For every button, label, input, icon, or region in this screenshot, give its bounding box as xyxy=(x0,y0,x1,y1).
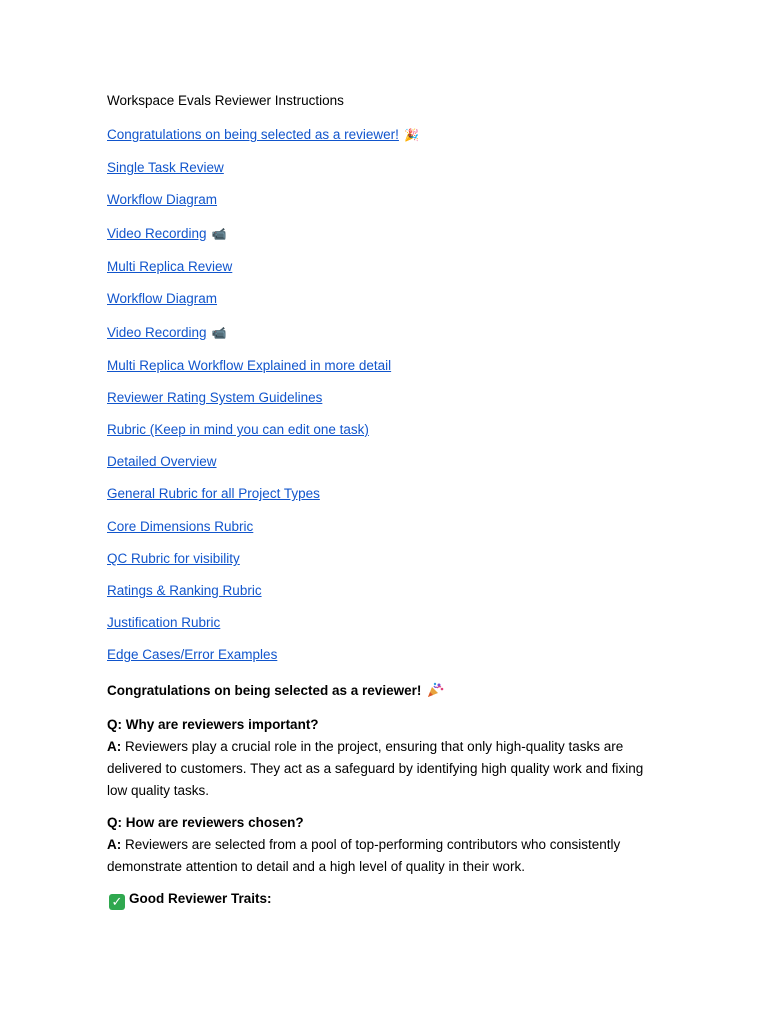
toc-link-detailed-overview[interactable]: Detailed Overview xyxy=(107,454,217,469)
party-popper-icon xyxy=(426,682,444,698)
toc-link-congratulations[interactable] xyxy=(107,126,419,144)
check-mark-icon: ✓ xyxy=(109,894,125,910)
video-camera-icon: 📹 xyxy=(211,227,227,241)
qa-answer xyxy=(107,736,667,802)
toc-link-qc-rubric[interactable]: QC Rubric for visibility xyxy=(107,551,240,566)
toc-link-edge-cases[interactable]: Edge Cases/Error Examples xyxy=(107,647,278,662)
toc-link-ratings-ranking-rubric[interactable]: Ratings & Ranking Rubric xyxy=(107,583,262,598)
toc-link-general-rubric[interactable]: General Rubric for all Project Types xyxy=(107,486,320,501)
toc-link-workflow-diagram[interactable]: Workflow Diagram xyxy=(107,192,218,207)
answer-text: Reviewers play a crucial role in the project, ensuring that only high-quality tasks are delivered to customers. They act as a safeguard by identifying high quality work and fixing low quality tasks. xyxy=(107,739,644,798)
toc-link-justification-rubric[interactable]: Justification Rubric xyxy=(107,615,221,630)
answer-label: A: xyxy=(107,837,122,852)
video-camera-icon: 📹 xyxy=(211,326,227,340)
qa-question: Q: Why are reviewers important? xyxy=(107,717,319,732)
traits-heading-text: Good Reviewer Traits: xyxy=(129,891,272,906)
toc-link-multi-replica-workflow[interactable]: Multi Replica Workflow Explained in more detail xyxy=(107,358,392,373)
document-title: Workspace Evals Reviewer Instructions xyxy=(107,93,344,108)
toc-link-multi-replica-review[interactable]: Multi Replica Review xyxy=(107,259,233,274)
party-popper-icon: 🎉 xyxy=(403,128,419,142)
toc-link-video-recording[interactable] xyxy=(107,225,227,243)
toc-link-rubric[interactable]: Rubric (Keep in mind you can edit one task) xyxy=(107,422,369,437)
qa-answer xyxy=(107,834,667,878)
good-reviewer-traits-heading xyxy=(107,890,272,910)
toc-link-core-dimensions-rubric[interactable]: Core Dimensions Rubric xyxy=(107,519,254,534)
answer-text: Reviewers are selected from a pool of top-performing contributors who consistently demonstrate attention to detail and a high level of quality in their work. xyxy=(107,837,621,874)
toc-link-label: Congratulations on being selected as a reviewer! xyxy=(107,127,399,142)
toc-link-reviewer-rating-guidelines[interactable]: Reviewer Rating System Guidelines xyxy=(107,390,323,405)
toc-link-workflow-diagram-2[interactable]: Workflow Diagram xyxy=(107,291,218,306)
toc-link-label: Video Recording xyxy=(107,325,207,340)
section-heading xyxy=(107,682,444,700)
qa-question: Q: How are reviewers chosen? xyxy=(107,815,304,830)
toc-link-video-recording-2[interactable] xyxy=(107,324,227,342)
toc-link-label: Video Recording xyxy=(107,226,207,241)
section-heading-text: Congratulations on being selected as a reviewer! xyxy=(107,683,422,698)
answer-label: A: xyxy=(107,739,122,754)
toc-link-single-task-review[interactable]: Single Task Review xyxy=(107,160,224,175)
qa-item xyxy=(107,714,667,802)
qa-item xyxy=(107,812,667,878)
